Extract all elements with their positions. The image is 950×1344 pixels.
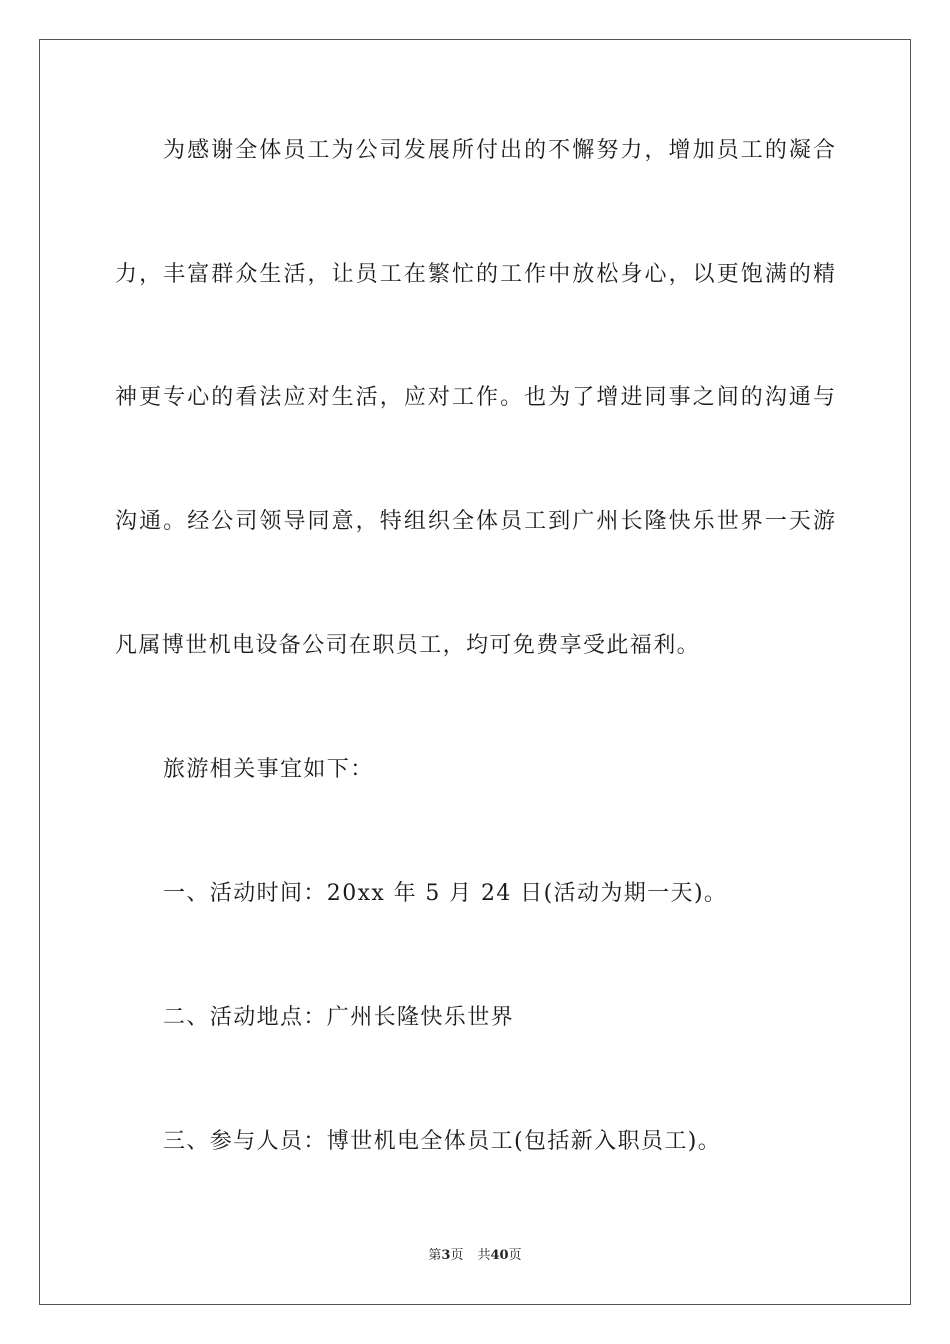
- item-participants: 三、参与人员：博世机电全体员工(包括新入职员工)。: [163, 1129, 722, 1154]
- footer-page-suffix: 页: [450, 1248, 464, 1263]
- paragraph-line-1: 为感谢全体员工为公司发展所付出的不懈努力，增加员工的凝合: [163, 138, 835, 163]
- item-activity-time: 一、活动时间：20xx 年 5 月 24 日(活动为期一天)。: [163, 881, 728, 906]
- footer-total-suffix: 页: [508, 1248, 522, 1263]
- paragraph-line-5: 凡属博世机电设备公司在职员工，均可免费享受此福利。: [115, 633, 701, 658]
- page-footer: [0, 1247, 950, 1265]
- footer-total-prefix: 共: [477, 1248, 491, 1263]
- paragraph-line-2: 力，丰富群众生活，让员工在繁忙的工作中放松身心，以更饱满的精: [115, 262, 835, 287]
- current-page-number: 3: [441, 1248, 451, 1263]
- intro-line: 旅游相关事宜如下：: [163, 757, 374, 782]
- footer-prefix: 第: [428, 1248, 442, 1263]
- page-border: [39, 39, 911, 1305]
- total-pages-number: 40: [490, 1248, 509, 1263]
- item-activity-location: 二、活动地点：广州长隆快乐世界: [163, 1005, 515, 1030]
- paragraph-line-3: 神更专心的看法应对生活，应对工作。也为了增进同事之间的沟通与: [115, 385, 835, 410]
- paragraph-line-4: 沟通。经公司领导同意，特组织全体员工到广州长隆快乐世界一天游: [115, 509, 835, 534]
